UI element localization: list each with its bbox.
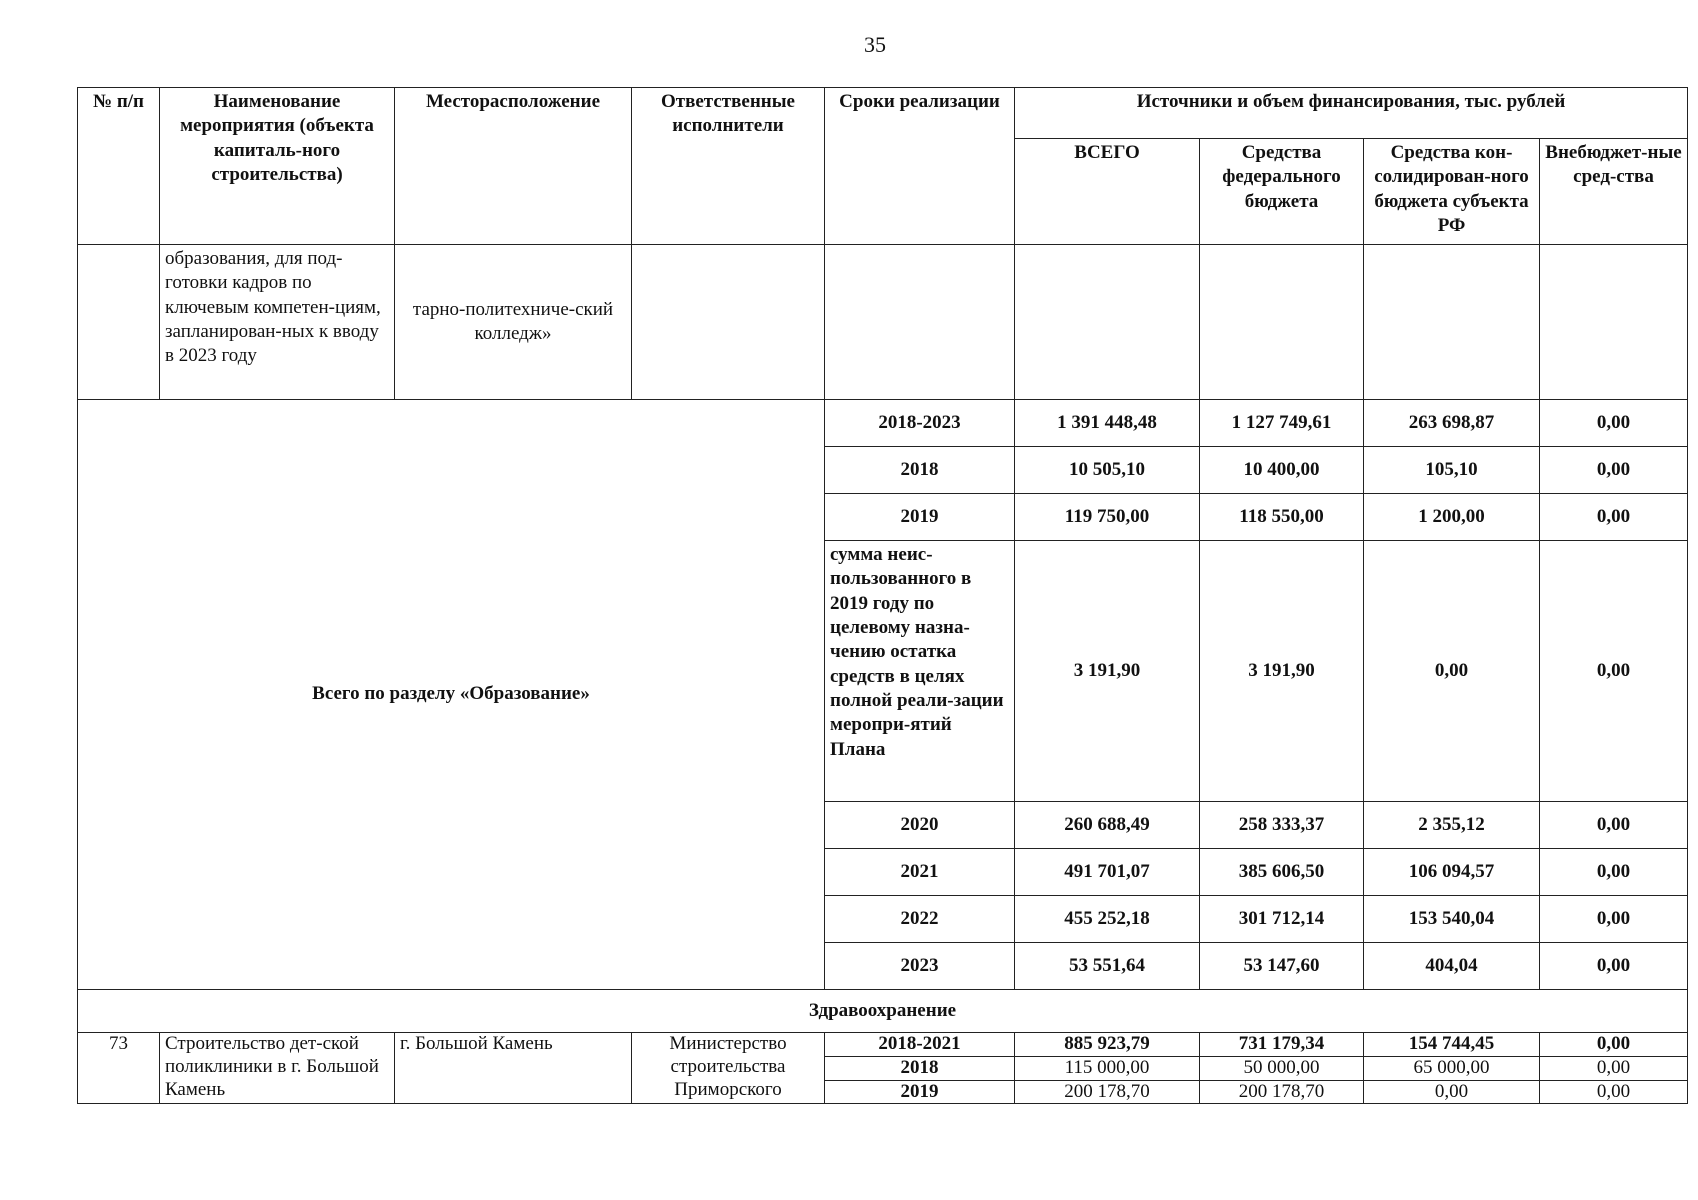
cont-terms xyxy=(825,245,1015,400)
header-federal: Средства федерального бюджета xyxy=(1200,139,1364,245)
federal-cell: 1 127 749,61 xyxy=(1200,400,1364,447)
cont-total xyxy=(1015,245,1200,400)
extra-cell: 0,00 xyxy=(1540,849,1688,896)
term-cell: 2023 xyxy=(825,943,1015,990)
header-regional: Средства кон-солидирован-ного бюджета субъекта РФ xyxy=(1364,139,1540,245)
cont-location: тарно-политехниче-ский колледж» xyxy=(395,245,632,400)
federal-cell: 10 400,00 xyxy=(1200,447,1364,494)
term-cell: сумма неис-пользованного в 2019 году по целевому назна-чению остатка средств в целях полной реали-зации меропри-ятий Плана xyxy=(825,541,1015,802)
total-cell: 455 252,18 xyxy=(1015,896,1200,943)
total-cell: 10 505,10 xyxy=(1015,447,1200,494)
term-cell: 2018 xyxy=(825,447,1015,494)
term-cell: 2020 xyxy=(825,802,1015,849)
federal-cell: 258 333,37 xyxy=(1200,802,1364,849)
total-cell: 53 551,64 xyxy=(1015,943,1200,990)
header-terms: Сроки реализации xyxy=(825,88,1015,245)
header-responsible: Ответственные исполнители xyxy=(632,88,825,245)
item-73-num: 73 xyxy=(78,1033,160,1104)
regional-cell: 404,04 xyxy=(1364,943,1540,990)
term-cell: 2019 xyxy=(825,494,1015,541)
extra-cell: 0,00 xyxy=(1540,943,1688,990)
regional-cell: 153 540,04 xyxy=(1364,896,1540,943)
cont-num xyxy=(78,245,160,400)
extra-cell: 0,00 xyxy=(1540,1033,1688,1057)
federal-cell: 53 147,60 xyxy=(1200,943,1364,990)
federal-cell: 301 712,14 xyxy=(1200,896,1364,943)
term-cell: 2022 xyxy=(825,896,1015,943)
regional-cell: 106 094,57 xyxy=(1364,849,1540,896)
term-cell: 2021 xyxy=(825,849,1015,896)
federal-cell: 200 178,70 xyxy=(1200,1080,1364,1104)
extra-cell: 0,00 xyxy=(1540,1080,1688,1104)
term-cell: 2018-2021 xyxy=(825,1033,1015,1057)
extra-cell: 0,00 xyxy=(1540,541,1688,802)
total-cell: 115 000,00 xyxy=(1015,1056,1200,1080)
term-cell: 2019 xyxy=(825,1080,1015,1104)
continuation-row xyxy=(78,245,1688,400)
item-73-name: Строительство дет-ской поликлиники в г. Большой Камень xyxy=(160,1033,395,1104)
header-name: Наименование мероприятия (объекта капиталь-ного строительства) xyxy=(160,88,395,245)
financing-table xyxy=(77,87,1688,1104)
item-73-responsible: Министерство строительства Приморского xyxy=(632,1033,825,1104)
regional-cell: 65 000,00 xyxy=(1364,1056,1540,1080)
header-financing: Источники и объем финансирования, тыс. рублей xyxy=(1015,88,1688,139)
federal-cell: 50 000,00 xyxy=(1200,1056,1364,1080)
extra-cell: 0,00 xyxy=(1540,802,1688,849)
total-row xyxy=(78,400,1688,447)
header-extra: Внебюджет-ные сред-ства xyxy=(1540,139,1688,245)
federal-cell: 731 179,34 xyxy=(1200,1033,1364,1057)
item-73-location: г. Большой Камень xyxy=(395,1033,632,1104)
extra-cell: 0,00 xyxy=(1540,494,1688,541)
total-cell: 200 178,70 xyxy=(1015,1080,1200,1104)
federal-cell: 385 606,50 xyxy=(1200,849,1364,896)
cont-regional xyxy=(1364,245,1540,400)
page-number: 35 xyxy=(864,32,886,57)
total-cell: 491 701,07 xyxy=(1015,849,1200,896)
item-row xyxy=(78,1033,1688,1057)
regional-cell: 263 698,87 xyxy=(1364,400,1540,447)
cont-responsible xyxy=(632,245,825,400)
cont-name: образования, для под-готовки кадров по ключевым компетен-циям, запланирован-ных к вводу в 2023 году xyxy=(160,245,395,400)
total-cell: 119 750,00 xyxy=(1015,494,1200,541)
total-cell: 260 688,49 xyxy=(1015,802,1200,849)
header-row-1 xyxy=(78,88,1688,139)
total-cell: 1 391 448,48 xyxy=(1015,400,1200,447)
regional-cell: 0,00 xyxy=(1364,1080,1540,1104)
extra-cell: 0,00 xyxy=(1540,447,1688,494)
cont-federal xyxy=(1200,245,1364,400)
federal-cell: 3 191,90 xyxy=(1200,541,1364,802)
section-health-title: Здравоохранение xyxy=(78,990,1688,1033)
regional-cell: 105,10 xyxy=(1364,447,1540,494)
term-cell: 2018-2023 xyxy=(825,400,1015,447)
term-cell: 2018 xyxy=(825,1056,1015,1080)
extra-cell: 0,00 xyxy=(1540,1056,1688,1080)
header-num: № п/п xyxy=(78,88,160,245)
section-row xyxy=(78,990,1688,1033)
extra-cell: 0,00 xyxy=(1540,896,1688,943)
header-location: Месторасположение xyxy=(395,88,632,245)
federal-cell: 118 550,00 xyxy=(1200,494,1364,541)
regional-cell: 2 355,12 xyxy=(1364,802,1540,849)
total-cell: 3 191,90 xyxy=(1015,541,1200,802)
regional-cell: 0,00 xyxy=(1364,541,1540,802)
extra-cell: 0,00 xyxy=(1540,400,1688,447)
education-total-label: Всего по разделу «Образование» xyxy=(78,400,825,990)
regional-cell: 1 200,00 xyxy=(1364,494,1540,541)
cont-extra xyxy=(1540,245,1688,400)
header-total: ВСЕГО xyxy=(1015,139,1200,245)
regional-cell: 154 744,45 xyxy=(1364,1033,1540,1057)
total-cell: 885 923,79 xyxy=(1015,1033,1200,1057)
